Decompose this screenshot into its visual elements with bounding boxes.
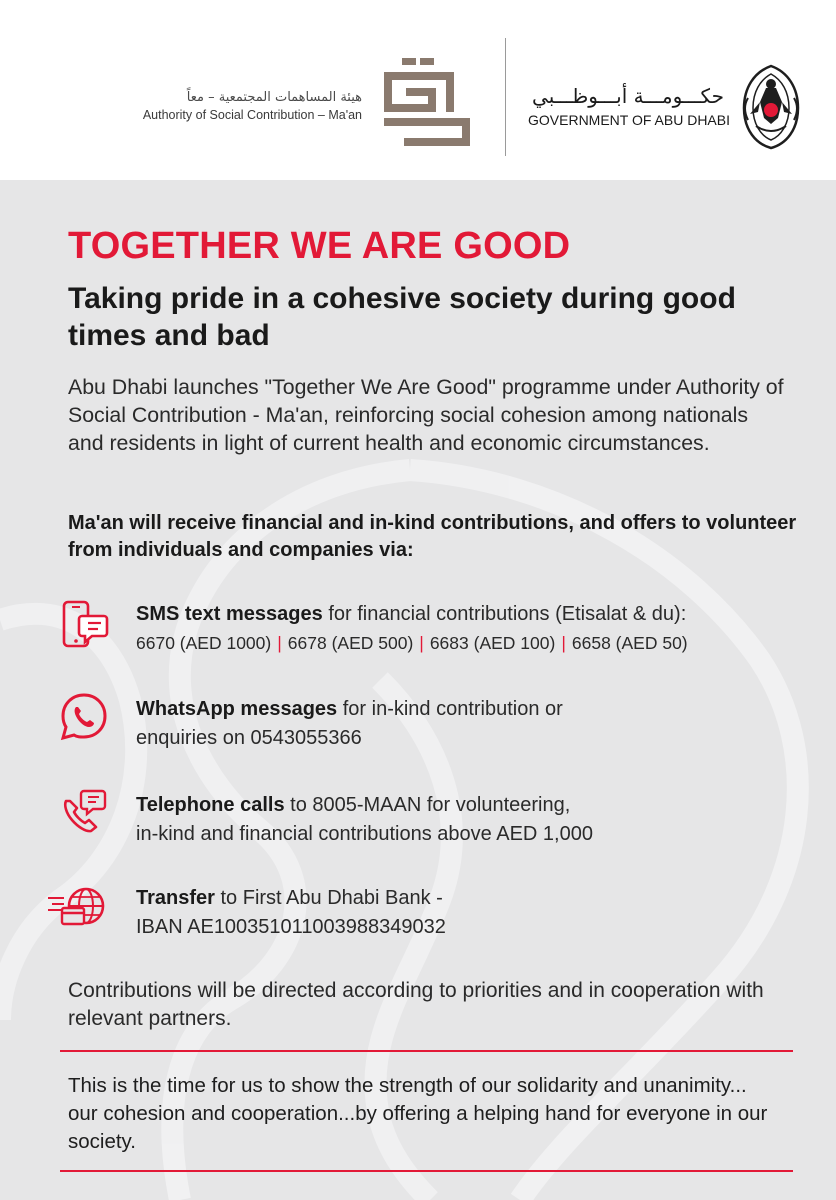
whatsapp-text bbox=[136, 695, 796, 753]
sms-code-100: 6683 (AED 100) bbox=[429, 633, 556, 653]
divider-bottom bbox=[60, 1170, 793, 1172]
transfer-iban: IBAN AE1003510110039883490​32 bbox=[136, 916, 446, 938]
transfer-text bbox=[136, 884, 796, 942]
sms-label: SMS text messages bbox=[136, 603, 323, 625]
maan-logo-icon bbox=[376, 52, 476, 152]
globe-card-icon bbox=[46, 884, 108, 936]
abu-dhabi-falcon-emblem-icon bbox=[736, 62, 806, 152]
telephone-label: Telephone calls bbox=[136, 794, 285, 816]
sms-description: for financial contributions (Etisalat & du): bbox=[322, 603, 687, 625]
page-title: TOGETHER WE ARE GOOD bbox=[68, 225, 571, 267]
closing-paragraph: Contributions will be directed according to priorities and in cooperation with relevant partners. bbox=[68, 979, 764, 1030]
divider-top bbox=[60, 1050, 793, 1052]
transfer-description: to First Abu Dhabi Bank - bbox=[214, 887, 443, 909]
maan-authority-name bbox=[130, 90, 362, 122]
header-divider bbox=[505, 38, 506, 156]
telephone-description: to 8005-MAAN for volunteering, bbox=[284, 794, 571, 816]
whatsapp-description: for in-kind contribution or bbox=[337, 698, 563, 720]
sms-codes bbox=[136, 629, 796, 658]
sms-code-1000: 6670 (AED 1000) bbox=[136, 633, 272, 653]
sms-code-50: 6658 (AED 50) bbox=[571, 633, 688, 653]
telephone-text bbox=[136, 791, 796, 849]
maan-english-name: Authority of Social Contribution – Ma'an bbox=[142, 108, 362, 122]
phone-chat-icon bbox=[58, 600, 110, 652]
sms-separator: | bbox=[561, 633, 566, 653]
sms-separator: | bbox=[277, 633, 282, 653]
lead-paragraph: Ma'an will receive financial and in-kind contributions, and offers to volunteer from individuals and companies via: bbox=[68, 512, 797, 561]
header bbox=[0, 0, 836, 180]
transfer-label: Transfer bbox=[136, 887, 215, 909]
whatsapp-label: WhatsApp messages bbox=[136, 698, 338, 720]
government-name bbox=[528, 84, 728, 128]
whatsapp-number: enquiries on 0543055366 bbox=[136, 727, 362, 749]
telephone-details: in-kind and financial contributions above AED 1,000 bbox=[136, 823, 593, 845]
sms-code-500: 6678 (AED 500) bbox=[287, 633, 414, 653]
maan-arabic-name: هيئة المساهمات المجتمعية – معاً bbox=[186, 90, 362, 105]
sms-separator: | bbox=[419, 633, 424, 653]
government-english-name: GOVERNMENT OF ABU DHABI bbox=[528, 112, 730, 128]
whatsapp-icon bbox=[58, 691, 110, 743]
telephone-icon bbox=[58, 785, 110, 837]
final-paragraph: This is the time for us to show the strength of our solidarity and unanimity... our cohesion and cooperation...by offering a helping hand for everyone in our society. bbox=[68, 1074, 768, 1153]
sms-text bbox=[136, 600, 796, 658]
page-subtitle: Taking pride in a cohesive society during good times and bad bbox=[68, 282, 736, 352]
intro-paragraph: Abu Dhabi launches "Together We Are Good" programme under Authority of Social Contribution - Ma'an, reinforcing social cohesion among nationals and residents in light of current health and economic circumstances. bbox=[68, 375, 784, 455]
government-arabic-name: حكـــومـــة أبـــوظـــبي bbox=[532, 84, 724, 108]
